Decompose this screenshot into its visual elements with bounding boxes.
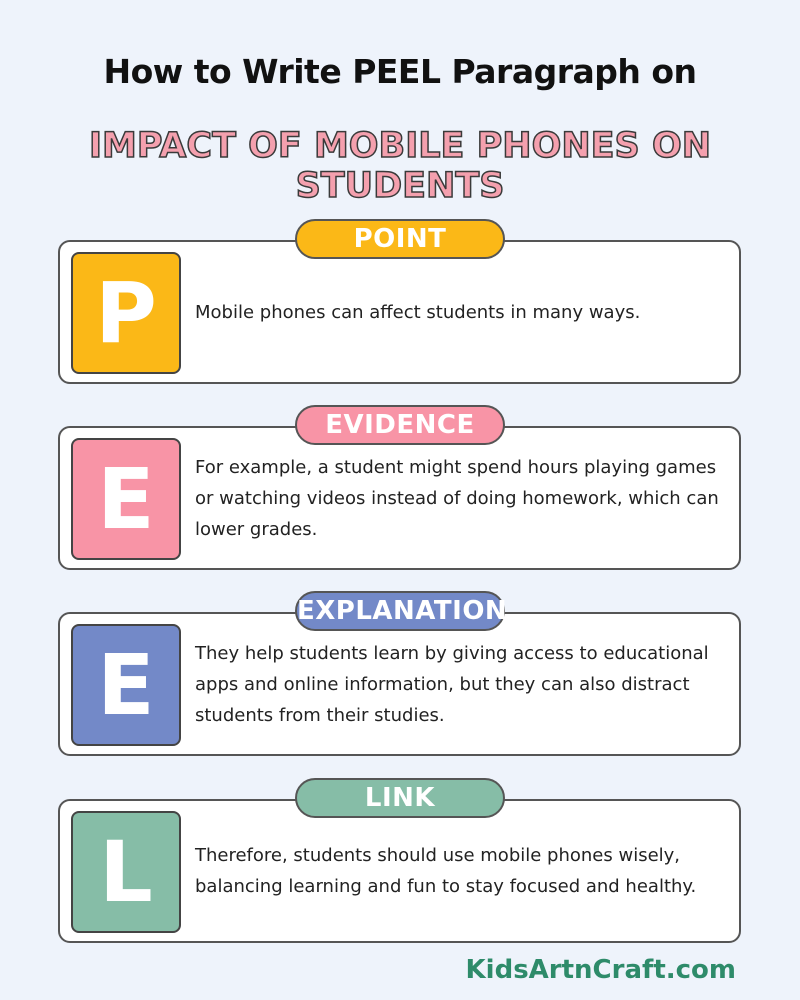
page-title: How to Write PEEL Paragraph on [103, 52, 697, 91]
section-label-evidence: EVIDENCE [295, 405, 505, 445]
letter-badge-e-evidence: E [71, 438, 181, 560]
letter-badge-e-explanation: E [71, 624, 181, 746]
brand-footer[interactable]: KidsArtnCraft.com [465, 955, 736, 985]
peel-card-point [58, 240, 741, 384]
letter-badge-l: L [71, 811, 181, 933]
letter-badge-p: P [71, 252, 181, 374]
peel-card-link [58, 799, 741, 943]
explanation-text: They help students learn by giving access to educational apps and online information, but they can also distract students from their studies. [195, 642, 709, 726]
section-label-explanation: EXPLANATION [295, 591, 505, 631]
point-text: Mobile phones can affect students in many ways. [195, 301, 641, 323]
evidence-text: For example, a student might spend hours playing games or watching videos instead of doing homework, which can lower grades. [195, 456, 719, 540]
link-text: Therefore, students should use mobile phones wisely, balancing learning and fun to stay focused and healthy. [195, 845, 697, 897]
section-label-point: POINT [295, 219, 505, 259]
page-subtitle: IMPACT OF MOBILE PHONES ON STUDENTS [89, 126, 711, 206]
peel-card-explanation [58, 612, 741, 756]
section-label-link: LINK [295, 778, 505, 818]
peel-card-evidence [58, 426, 741, 570]
